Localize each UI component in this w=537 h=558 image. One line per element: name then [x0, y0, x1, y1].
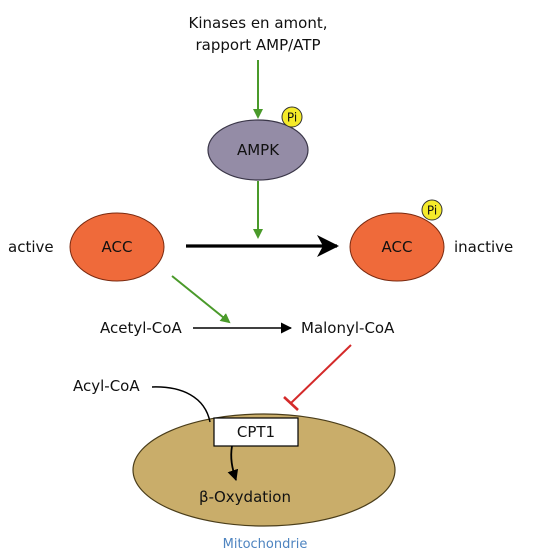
mitochondria-label: Mitochondrie [222, 537, 308, 552]
beta-oxidation-label: β-Oxydation [199, 488, 291, 506]
inhibition-line [291, 345, 351, 403]
cpt1-label: CPT1 [236, 423, 276, 441]
acyl-coa-label: Acyl-CoA [73, 377, 140, 395]
acc-to-conversion-arrow [172, 276, 229, 322]
upstream-label-line1: Kinases en amont, [188, 14, 328, 32]
acetyl-coa-label: Acetyl-CoA [100, 319, 182, 337]
acc-inactive-label: ACC [381, 238, 413, 256]
acc-inactive-phospho-label: Pi [426, 203, 438, 218]
acc-active-node [70, 213, 164, 281]
acc-active-state-label: active [8, 238, 54, 256]
malonyl-inhibition-arrow [284, 345, 351, 410]
acc-inactive-state-label: inactive [454, 238, 514, 256]
upstream-label-line2: rapport AMP/ATP [195, 36, 321, 54]
ampk-label: AMPK [236, 141, 280, 159]
ampk-node [208, 107, 308, 180]
acc-inactive-node [350, 200, 444, 281]
malonyl-coa-label: Malonyl-CoA [301, 319, 395, 337]
ampk-phospho-label: Pi [286, 110, 298, 125]
acc-active-label: ACC [101, 238, 133, 256]
acyl-to-cpt1-path [152, 387, 210, 422]
cpt1-node [214, 418, 298, 446]
